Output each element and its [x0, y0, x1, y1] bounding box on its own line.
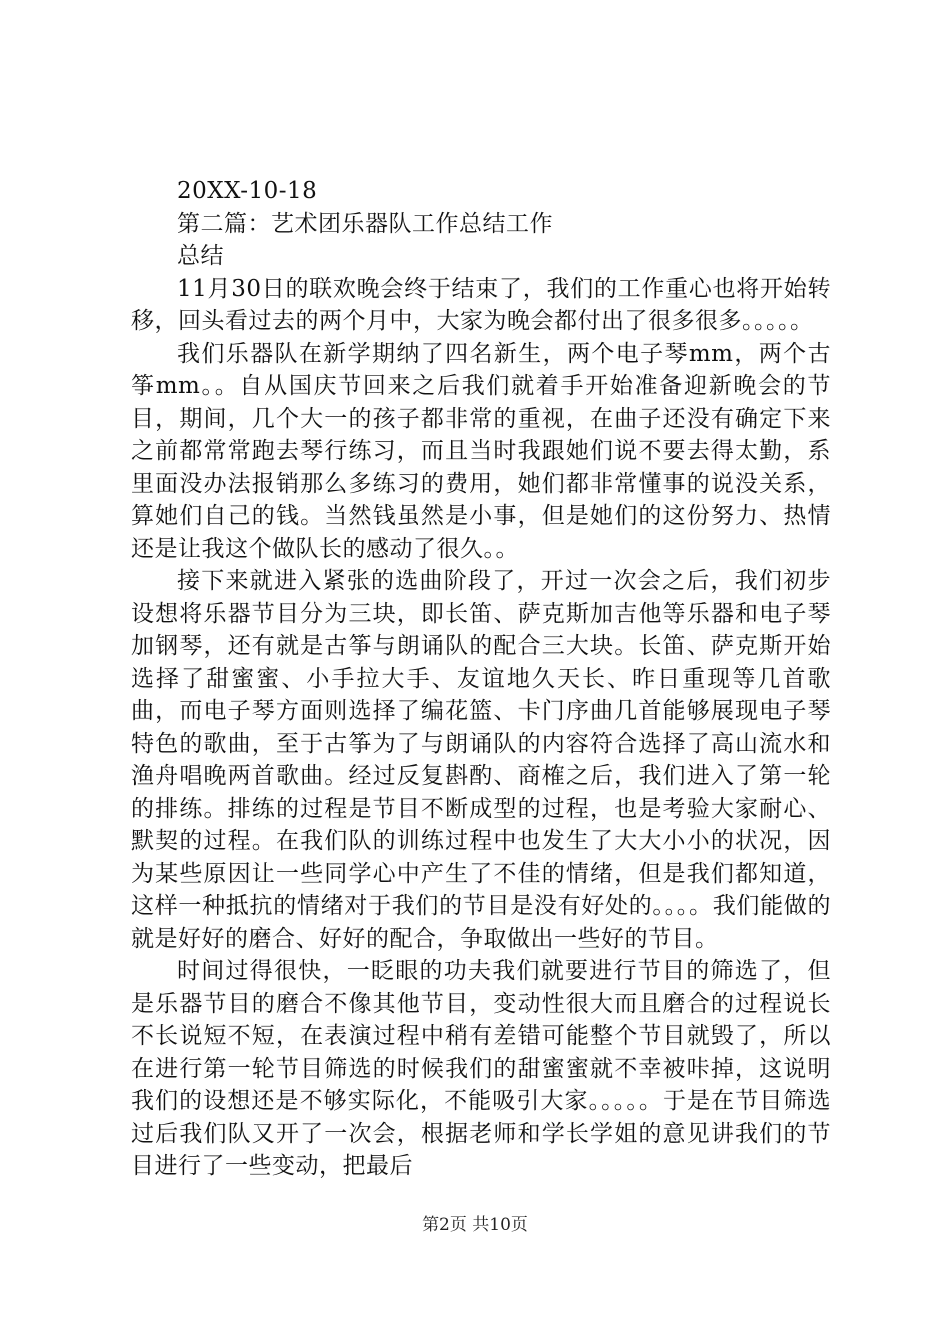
document-body — [131, 175, 831, 1183]
paragraph-1: 11月30日的联欢晚会终于结束了，我们的工作重心也将开始转移，回头看过去的两个月中，大家为晚会都付出了很多很多。。。。。 — [131, 275, 831, 334]
page-footer — [0, 1213, 950, 1237]
document-date: 20XX-10-18 — [177, 178, 318, 204]
paragraph-2: 我们乐器队在新学期纳了四名新生，两个电子琴mm，两个古筝mm。。自从国庆节回来之后我们就着手开始准备迎新晚会的节目，期间，几个大一的孩子都非常的重视，在曲子还没有确定下来之前都常常跑去琴行练习，而且当时我跟她们说不要去得太勤，系里面没办法报销那么多练习的费用，她们都非常懂事的说没关系，算她们自己的钱。当然钱虽然是小事，但是她们的这份努力、热情还是让我这个做队长的感动了很久。。 — [131, 340, 831, 562]
paragraph-4: 时间过得很快，一眨眼的功夫我们就要进行节目的筛选了，但是乐器节目的磨合不像其他节目，变动性很大而且磨合的过程说长不长说短不短，在表演过程中稍有差错可能整个节目就毁了，所以在进行第一轮节目筛选的时候我们的甜蜜蜜就不幸被咔掉，这说明我们的设想还是不够实际化，不能吸引大家。。。。。于是在节目筛选过后我们队又开了一次会，根据老师和学长学姐的意见讲我们的节目进行了一些变动，把最后 — [131, 958, 831, 1179]
section-title-line-1: 第二篇：艺术团乐器队工作总结工作 — [177, 210, 553, 237]
page-indicator: 第2页 共10页 — [422, 1215, 528, 1235]
section-title-line-2: 总结 — [177, 243, 224, 269]
paragraph-3: 接下来就进入紧张的选曲阶段了，开过一次会之后，我们初步设想将乐器节目分为三块，即长笛、萨克斯加吉他等乐器和电子琴加钢琴，还有就是古筝与朗诵队的配合三大块。长笛、萨克斯开始选择了甜蜜蜜、小手拉大手、友谊地久天长、昨日重现等几首歌曲，而电子琴方面则选择了编花篮、卡门序曲几首能够展现电子琴特色的歌曲，至于古筝为了与朗诵队的内容符合选择了高山流水和渔舟唱晚两首歌曲。经过反复斟酌、商榷之后，我们进入了第一轮的排练。排练的过程是节目不断成型的过程，也是考验大家耐心、默契的过程。在我们队的训练过程中也发生了大大小小的状况，因为某些原因让一些同学心中产生了不佳的情绪，但是我们都知道，这样一种抵抗的情绪对于我们的节目是没有好处的。。。。我们能做的就是好好的磨合、好好的配合，争取做出一些好的节目。 — [131, 568, 831, 952]
